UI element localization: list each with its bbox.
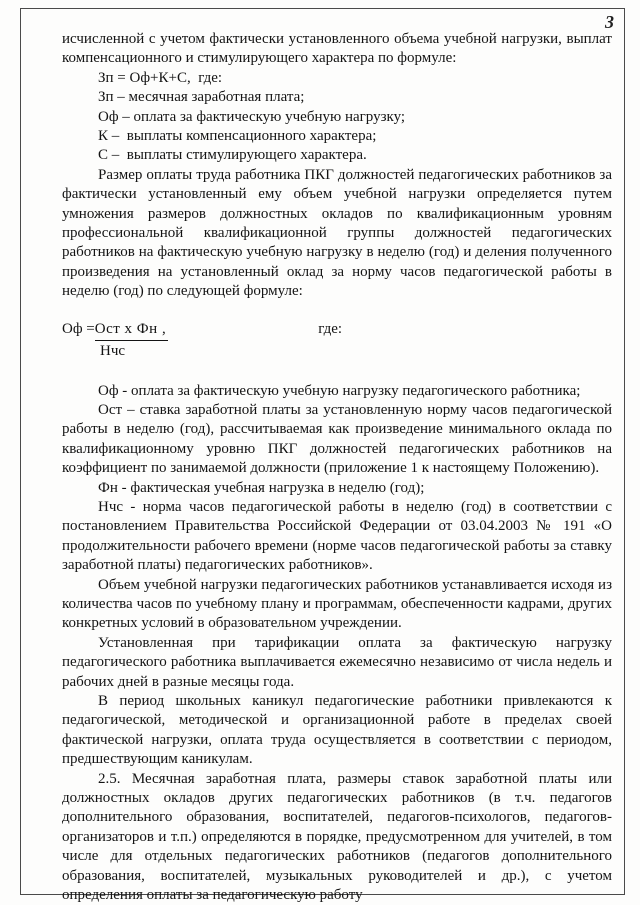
formula-block bbox=[62, 320, 612, 362]
paragraph: Ост – ставка заработной платы за установленную норму часов педагогической работы в неделю (год), рассчитываемая как произведение минимального оклада по квалификационному уровню ПКГ должностей педагогических работников на коэффициент по занимаемой должности (приложение 1 к настоящему Положению). bbox=[62, 401, 612, 477]
formula-where-label: где: bbox=[318, 320, 343, 337]
page-number: 3 bbox=[605, 12, 614, 32]
paragraph: Оф - оплата за фактическую учебную нагрузку педагогического работника; bbox=[98, 382, 581, 399]
definition-line: Зп = Оф+К+С, где: bbox=[98, 69, 223, 86]
paragraph: исчисленной с учетом фактически установленного объема учебной нагрузки, выплат компенсационного и стимулирующего характера по формуле: bbox=[62, 31, 612, 67]
paragraph: Нчс - норма часов педагогической работы в неделю (год) в соответствии с постановлением Правительства Российской Федерации от 03.04.2003 № 191 «О продолжительности рабочего времени (норме часов педагогической работы за ставку заработной платы) педагогических работников». bbox=[62, 498, 612, 574]
paragraph: Установленная при тарификации оплата за фактическую нагрузку педагогического работника выплачивается ежемесячно независимо от числа недель и рабочих дней в разные месяцы года. bbox=[62, 634, 612, 690]
formula-line bbox=[62, 320, 612, 341]
paragraph: Размер оплаты труда работника ПКГ должностей педагогических работников за фактически установленный ему объем учебной нагрузки определяется путем умножения размеров должностных окладов по квалификационным уровням профессиональной квалификационной группы должностей педагогических работников на фактическую учебную нагрузку в неделю (год) и деления полученного произведения на установленный оклад за норму часов педагогической работы в неделю (год) по следующей формуле: bbox=[62, 166, 612, 300]
paragraph: 2.5. Месячная заработная плата, размеры ставок заработной платы или должностных окладов других педагогических работников (в т.ч. педагогов дополнительного образования, воспитателей, педагогов-психологов, педагогов-организаторов и т.п.) определяются в порядке, предусмотренном для учителей, в том числе для отдельных педагогических работников (педагогов дополнительного образования, воспитателей, музыкальных руководителей и др.), с учетом определения оплаты за педагогическую работу bbox=[62, 770, 612, 904]
paragraph: Объем учебной нагрузки педагогических работников устанавливается исходя из количества часов по учебному плану и программам, обеспеченности кадрами, других конкретных условий в образовательном учреждении. bbox=[62, 576, 612, 632]
definition-line: Оф – оплата за фактическую учебную нагрузку; bbox=[98, 108, 406, 125]
paragraph: Фн - фактическая учебная нагрузка в неделю (год); bbox=[98, 479, 425, 496]
formula-denominator: Нчс bbox=[100, 343, 126, 360]
definition-line: С – выплаты стимулирующего характера. bbox=[98, 147, 367, 164]
definition-line: К – выплаты компенсационного характера; bbox=[98, 128, 377, 145]
formula-lhs: Оф = bbox=[62, 320, 95, 337]
paragraph: В период школьных каникул педагогические работники привлекаются к педагогической, методической и организационной работе в пределах своей фактической нагрузки, оплата труда осуществляется в соответствии с периодом, предшествующим каникулам. bbox=[62, 693, 612, 768]
formula-numerator: Ост х Фн , bbox=[95, 320, 168, 341]
document-content bbox=[62, 30, 612, 905]
definition-line: Зп – месячная заработная плата; bbox=[98, 89, 305, 106]
